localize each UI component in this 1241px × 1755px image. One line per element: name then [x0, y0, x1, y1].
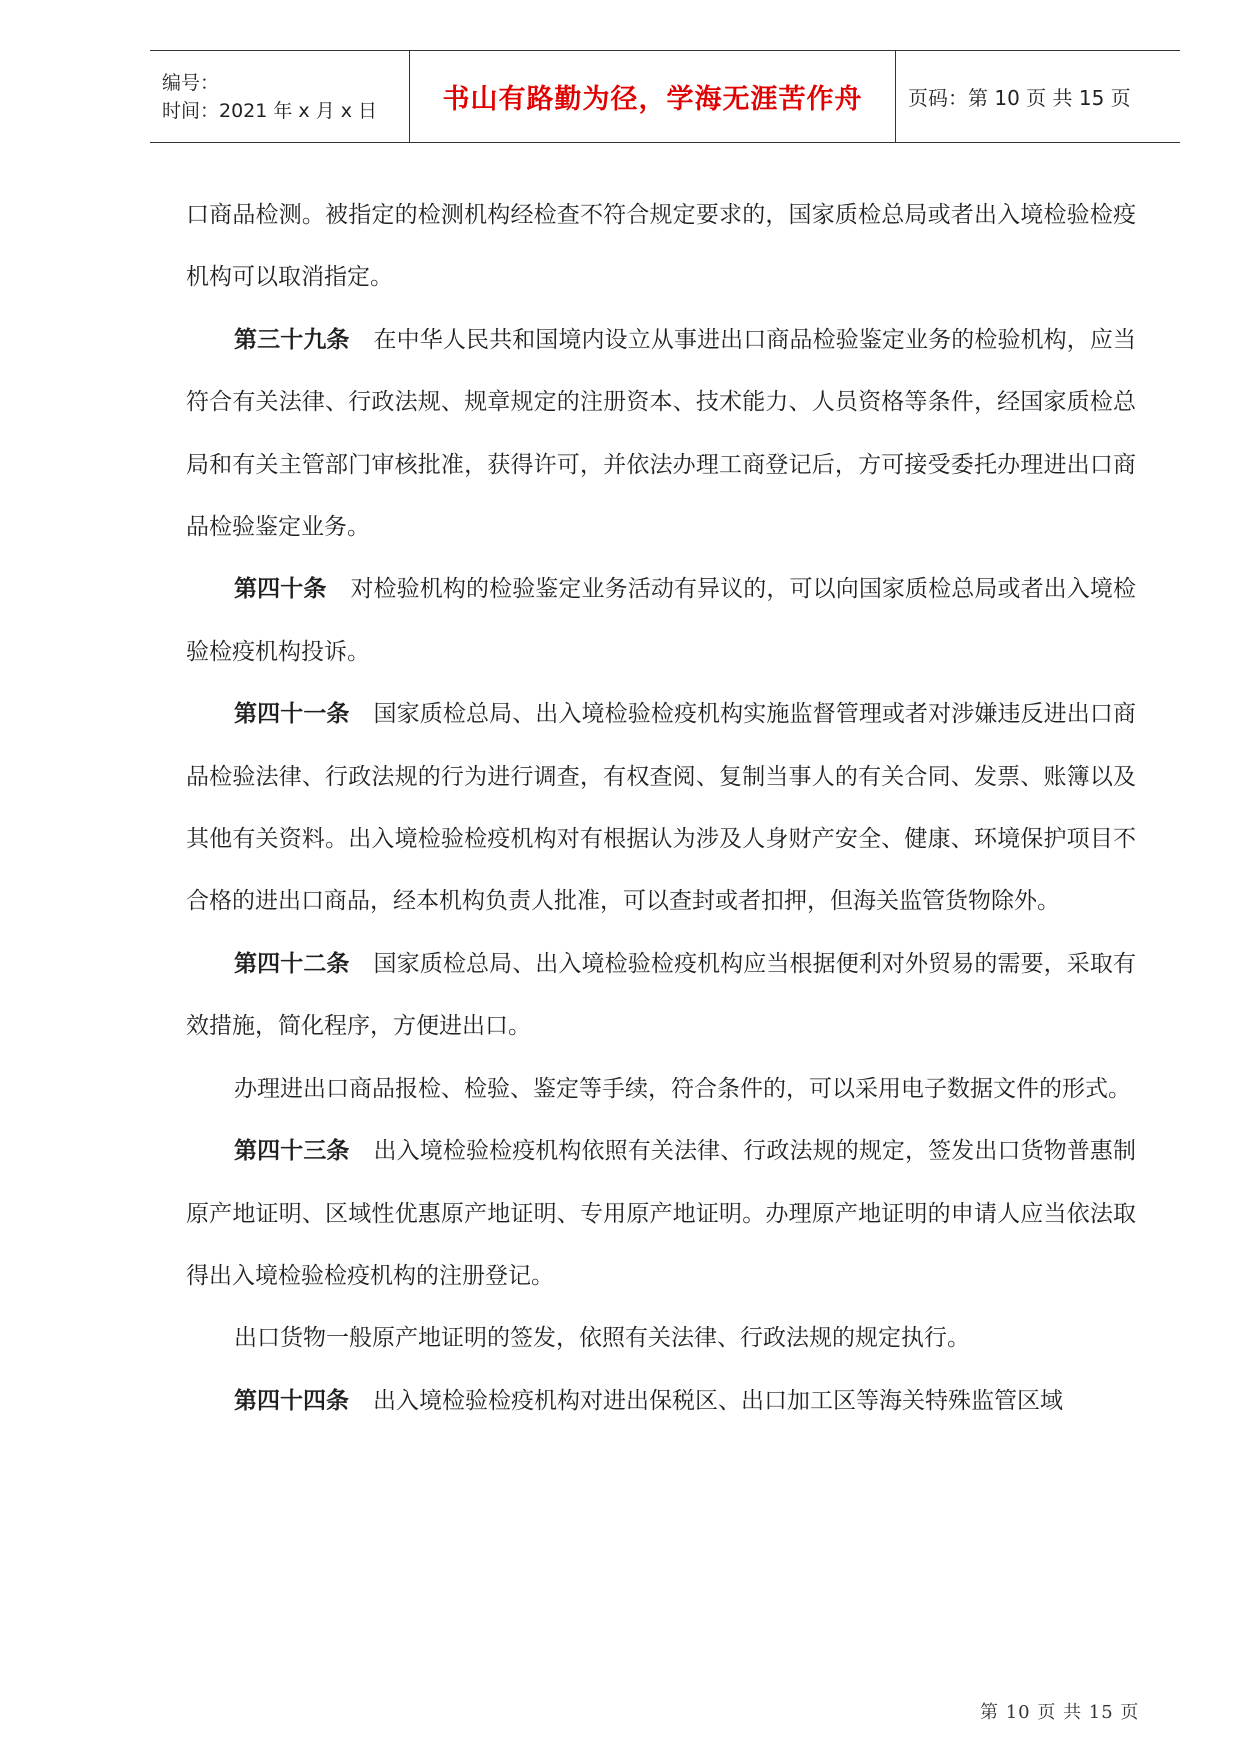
- article-number: 第四十一条: [234, 701, 350, 728]
- header-page-cell: [896, 51, 1180, 142]
- paragraph-article-41: [186, 683, 1136, 933]
- paragraph-article-42: [186, 933, 1136, 1058]
- paragraph-text: 国家质检总局、出入境检验检疫机构应当根据便利对外贸易的需要，采取有效措施，简化程序，方便进出口。: [186, 950, 1137, 1040]
- document-body: [186, 184, 1136, 1432]
- paragraph-article-40: [186, 558, 1136, 683]
- header-slogan: 书山有路勤为径，学海无涯苦作舟: [442, 84, 863, 115]
- article-number: 第四十二条: [234, 950, 350, 977]
- header-slogan-cell: [410, 51, 896, 142]
- paragraph-article-43: [186, 1120, 1136, 1307]
- document-date-label: 时间：2021 年 x 月 x 日: [162, 99, 378, 122]
- article-number: 第三十九条: [234, 326, 350, 353]
- page-header: [150, 50, 1180, 143]
- header-page-indicator: 页码：第 10 页 共 15 页: [908, 86, 1131, 110]
- paragraph-text: 在中华人民共和国境内设立从事进出口商品检验鉴定业务的检验机构，应当符合有关法律、行政法规、规章规定的注册资本、技术能力、人员资格等条件，经国家质检总局和有关主管部门审核批准，获得许可，并依法办理工商登记后，方可接受委托办理进出口商品检验鉴定业务。: [186, 326, 1137, 541]
- paragraph-continuation: [186, 184, 1136, 309]
- paragraph-text: 国家质检总局、出入境检验检疫机构实施监督管理或者对涉嫌违反进出口商品检验法律、行政法规的行为进行调查，有权查阅、复制当事人的有关合同、发票、账簿以及其他有关资料。出入境检验检疫机构对有根据认为涉及人身财产安全、健康、环境保护项目不合格的进出口商品，经本机构负责人批准，可以查封或者扣押，但海关监管货物除外。: [186, 701, 1137, 915]
- paragraph-article-39: [186, 309, 1136, 559]
- article-number: 第四十三条: [234, 1138, 350, 1165]
- article-number: 第四十四条: [234, 1387, 349, 1414]
- paragraph-text: 出口货物一般原产地证明的签发，依照有关法律、行政法规的规定执行。: [234, 1325, 970, 1352]
- paragraph-text: 出入境检验检疫机构对进出保税区、出口加工区等海关特殊监管区域: [373, 1387, 1063, 1414]
- paragraph-article-44: [186, 1370, 1136, 1432]
- paragraph-text: 对检验机构的检验鉴定业务活动有异议的，可以向国家质检总局或者出入境检验检疫机构投诉。: [186, 576, 1137, 665]
- page-footer: [980, 1698, 1139, 1724]
- paragraph-text: 出入境检验检疫机构依照有关法律、行政法规的规定，签发出口货物普惠制原产地证明、区域性优惠原产地证明、专用原产地证明。办理原产地证明的申请人应当依法取得出入境检验检疫机构的注册登记。: [186, 1138, 1137, 1289]
- paragraph-plain: [186, 1058, 1136, 1120]
- paragraph-text: 口商品检测。被指定的检测机构经检查不符合规定要求的，国家质检总局或者出入境检验检疫机构可以取消指定。: [186, 202, 1136, 291]
- paragraph-text: 办理进出口商品报检、检验、鉴定等手续，符合条件的，可以采用电子数据文件的形式。: [234, 1075, 1131, 1102]
- header-meta: [150, 51, 410, 142]
- paragraph-plain: [186, 1307, 1136, 1369]
- footer-page-number: 第 10 页 共 15 页: [980, 1702, 1140, 1723]
- article-number: 第四十条: [234, 576, 327, 603]
- document-number-label: 编号：: [162, 71, 220, 94]
